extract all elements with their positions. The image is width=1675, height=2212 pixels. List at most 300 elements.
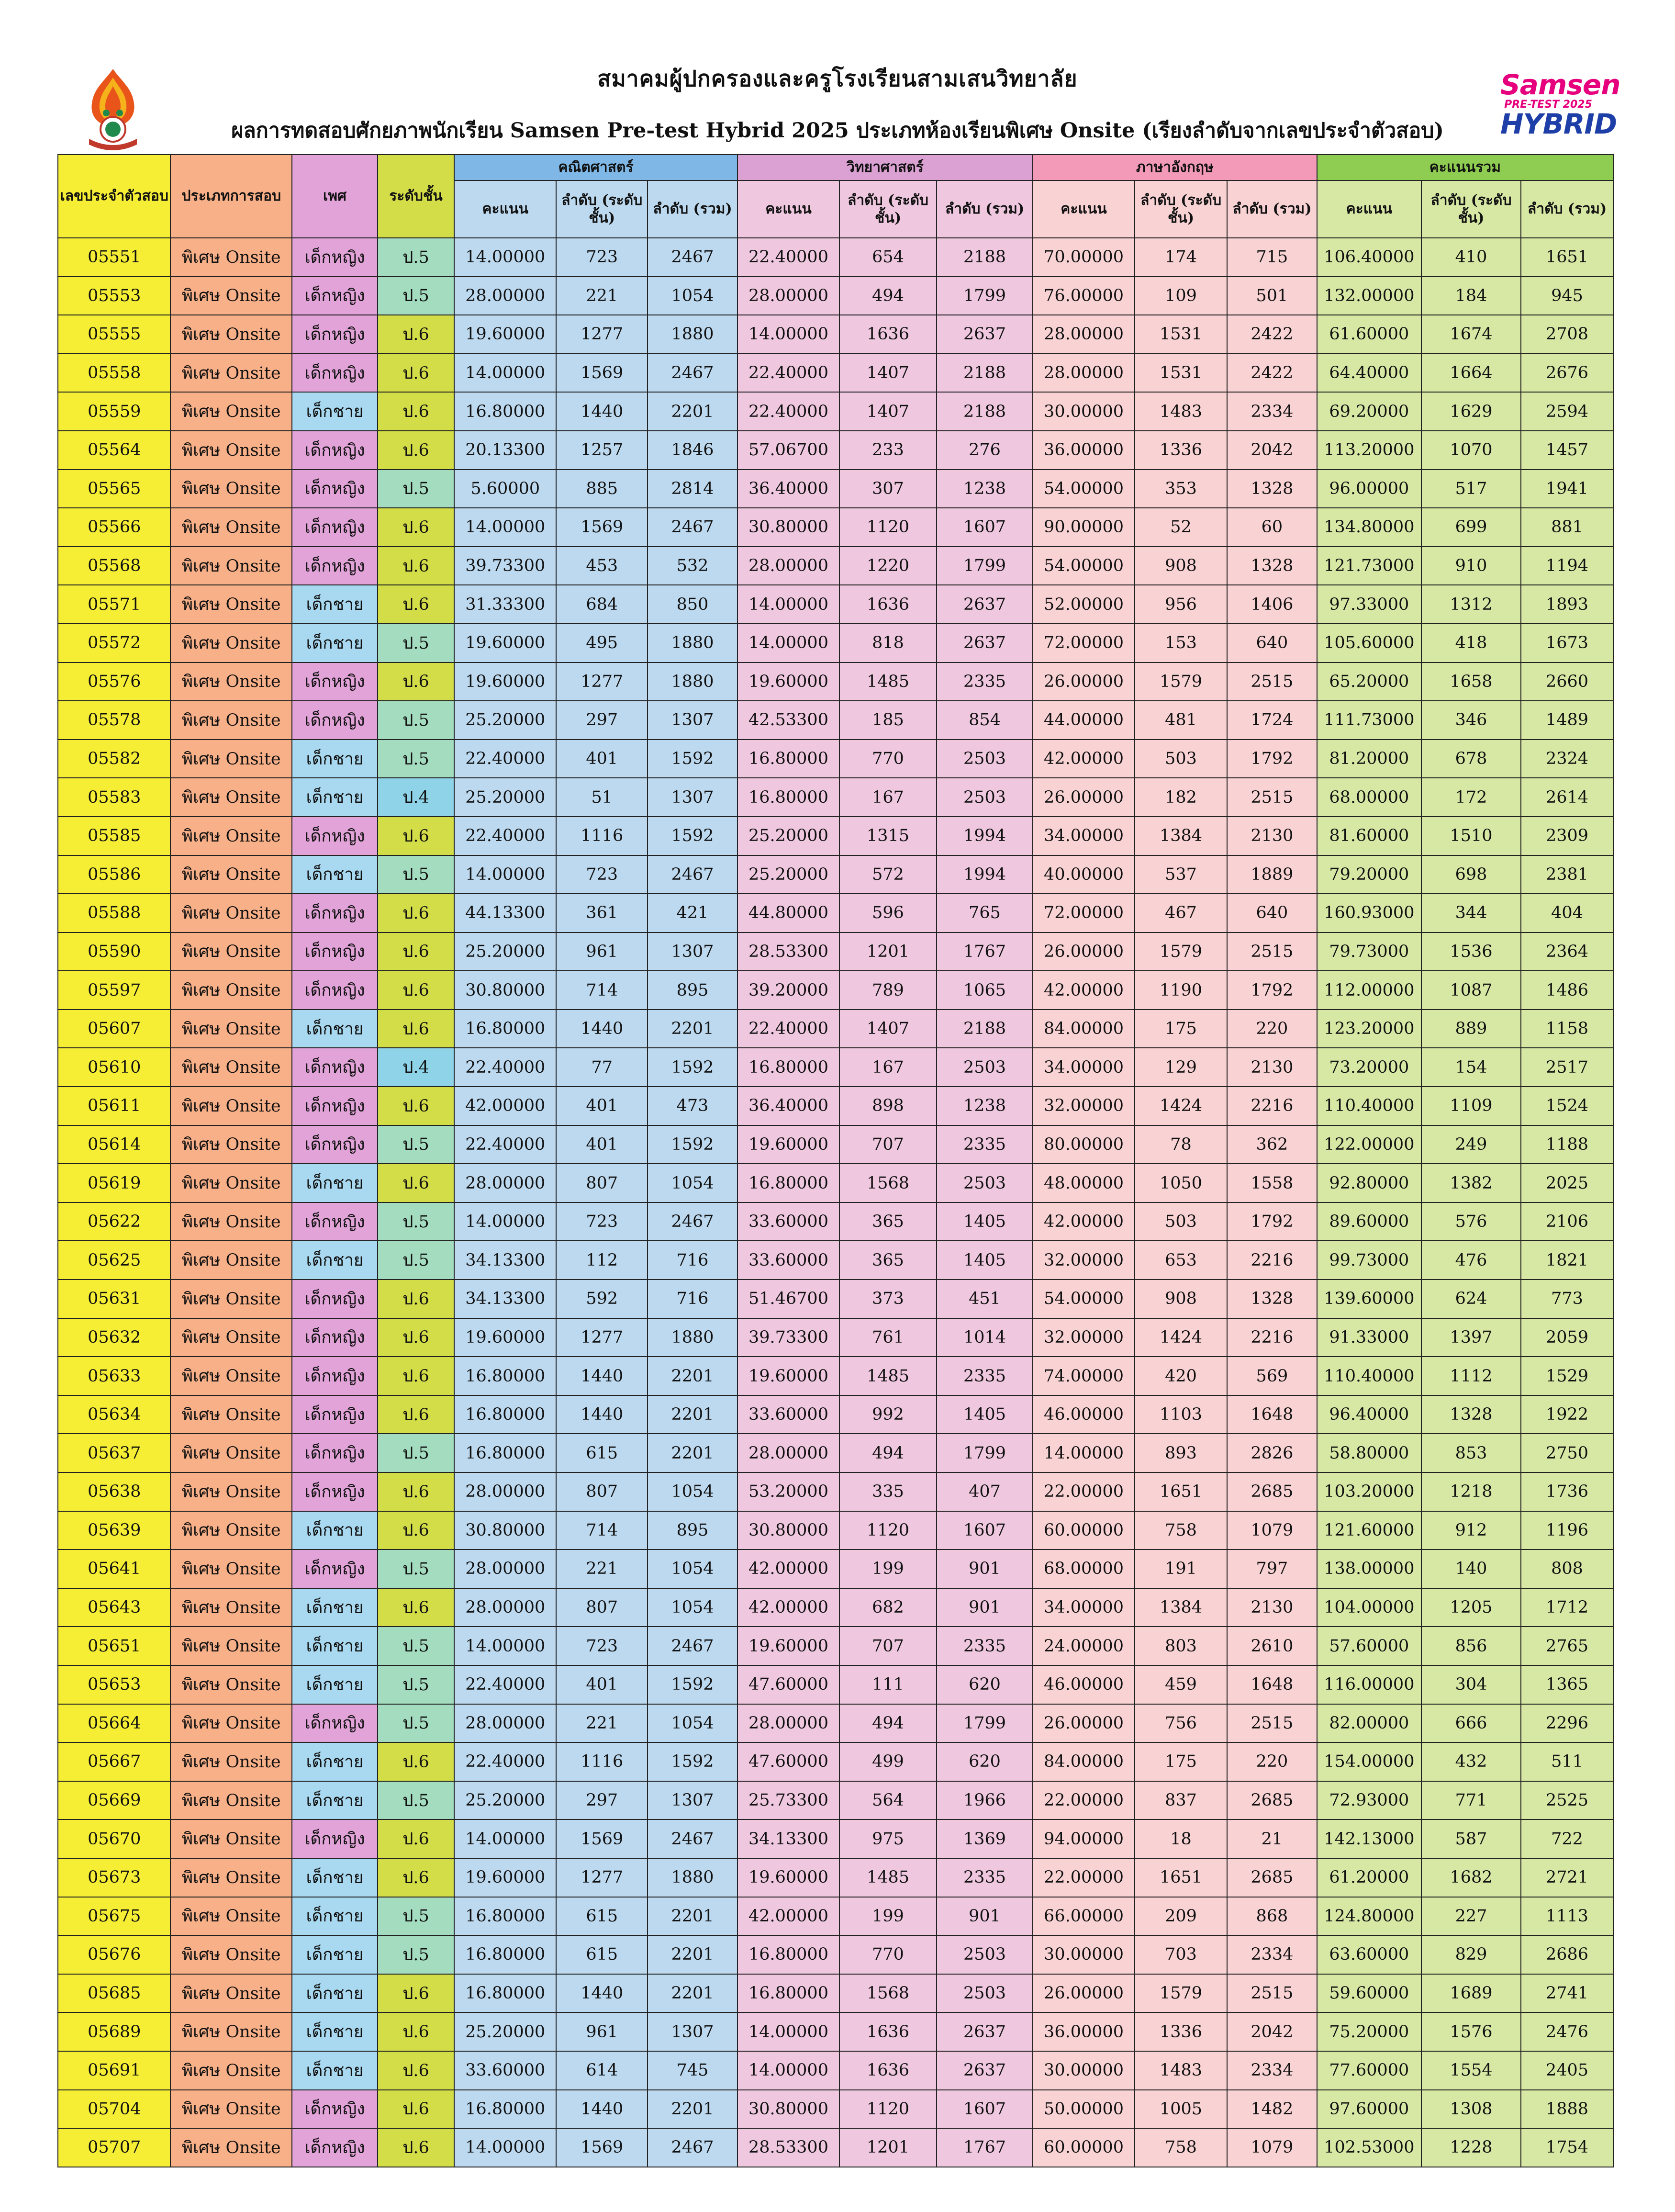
math-rank-all-cell: 1054: [648, 1472, 737, 1511]
math-score-cell: 16.80000: [454, 1434, 556, 1472]
exam-id-cell: 05597: [58, 971, 170, 1010]
total-rank-all-cell: 1489: [1521, 701, 1613, 740]
english-rank-all-cell: 2422: [1227, 315, 1317, 354]
math-rank-all-cell: 2201: [648, 1974, 737, 2013]
science-score-cell: 33.60000: [737, 1395, 839, 1434]
total-rank-all-cell: 1529: [1521, 1357, 1613, 1395]
table-row: [58, 740, 1613, 778]
math-rank-grade-cell: 1440: [556, 1010, 648, 1048]
math-score-cell: 16.80000: [454, 1357, 556, 1395]
english-rank-all-cell: 2042: [1227, 431, 1317, 470]
header-exam-type: ประเภทการสอบ: [170, 155, 292, 238]
sex-cell: เด็กชาย: [292, 1742, 378, 1781]
sex-cell: เด็กชาย: [292, 2051, 378, 2090]
sex-cell: เด็กชาย: [292, 1935, 378, 1974]
science-rank-grade-cell: 233: [839, 431, 937, 470]
total-score-cell: 59.60000: [1317, 1974, 1421, 2013]
science-rank-all-cell: 1767: [937, 932, 1033, 971]
total-rank-all-cell: 1941: [1521, 470, 1613, 508]
math-score-cell: 28.00000: [454, 1588, 556, 1627]
math-rank-grade-cell: 1277: [556, 662, 648, 701]
math-score-cell: 14.00000: [454, 508, 556, 547]
science-rank-all-cell: 620: [937, 1742, 1033, 1781]
english-rank-all-cell: 2422: [1227, 354, 1317, 393]
science-score-cell: 57.06700: [737, 431, 839, 470]
science-score-cell: 28.00000: [737, 277, 839, 315]
math-score-cell: 34.13300: [454, 1241, 556, 1280]
table-row: [58, 1588, 1613, 1627]
math-rank-all-cell: 2201: [648, 1434, 737, 1472]
english-score-cell: 84.00000: [1033, 1742, 1135, 1781]
table-row: [58, 1704, 1613, 1743]
total-rank-grade-cell: 698: [1421, 855, 1521, 894]
math-score-cell: 16.80000: [454, 1935, 556, 1974]
exam-type-cell: พิเศษ Onsite: [170, 1318, 292, 1357]
total-rank-grade-cell: 304: [1421, 1665, 1521, 1704]
exam-type-cell: พิเศษ Onsite: [170, 971, 292, 1010]
total-rank-grade-cell: 346: [1421, 701, 1521, 740]
logo-line-hybrid: HYBRID: [1500, 108, 1617, 140]
exam-id-cell: 05669: [58, 1781, 170, 1820]
science-score-cell: 22.40000: [737, 392, 839, 431]
grade-cell: ป.5: [378, 1935, 454, 1974]
science-rank-all-cell: 1405: [937, 1241, 1033, 1280]
english-score-cell: 80.00000: [1033, 1125, 1135, 1164]
english-rank-grade-cell: 503: [1135, 1202, 1227, 1241]
english-rank-all-cell: 1558: [1227, 1164, 1317, 1202]
association-title: สมาคมผู้ปกครองและครูโรงเรียนสามเสนวิทยาลัย: [597, 66, 1078, 91]
math-rank-grade-cell: 615: [556, 1434, 648, 1472]
table-row: [58, 1087, 1613, 1125]
science-rank-all-cell: 1405: [937, 1202, 1033, 1241]
science-rank-all-cell: 1966: [937, 1781, 1033, 1820]
english-rank-all-cell: 2130: [1227, 1588, 1317, 1627]
exam-type-cell: พิเศษ Onsite: [170, 1511, 292, 1550]
science-rank-grade-cell: 818: [839, 624, 937, 662]
exam-id-cell: 05571: [58, 585, 170, 624]
math-rank-grade-cell: 1440: [556, 1974, 648, 2013]
english-rank-grade-cell: 1651: [1135, 1858, 1227, 1897]
english-rank-grade-cell: 893: [1135, 1434, 1227, 1472]
science-score-cell: 16.80000: [737, 1164, 839, 1202]
science-rank-grade-cell: 1568: [839, 1164, 937, 1202]
math-rank-all-cell: 1592: [648, 817, 737, 855]
sex-cell: เด็กชาย: [292, 1164, 378, 1202]
total-score-cell: 138.00000: [1317, 1550, 1421, 1588]
total-rank-all-cell: 2309: [1521, 817, 1613, 855]
science-score-cell: 42.53300: [737, 701, 839, 740]
sex-cell: เด็กหญิง: [292, 238, 378, 277]
total-rank-grade-cell: 1228: [1421, 2128, 1521, 2167]
english-rank-all-cell: 1889: [1227, 855, 1317, 894]
table-row: [58, 1164, 1613, 1202]
math-rank-grade-cell: 885: [556, 470, 648, 508]
english-rank-all-cell: 640: [1227, 894, 1317, 932]
science-rank-grade-cell: 1120: [839, 508, 937, 547]
exam-type-cell: พิเศษ Onsite: [170, 1280, 292, 1318]
math-rank-all-cell: 2467: [648, 1627, 737, 1665]
math-score-cell: 22.40000: [454, 1665, 556, 1704]
math-score-cell: 16.80000: [454, 1897, 556, 1936]
exam-type-cell: พิเศษ Onsite: [170, 1858, 292, 1897]
exam-id-cell: 05664: [58, 1704, 170, 1743]
total-rank-grade-cell: 771: [1421, 1781, 1521, 1820]
table-row: [58, 2012, 1613, 2051]
science-rank-grade-cell: 335: [839, 1472, 937, 1511]
table-row: [58, 894, 1613, 932]
english-rank-all-cell: 640: [1227, 624, 1317, 662]
english-score-cell: 46.00000: [1033, 1665, 1135, 1704]
sex-cell: เด็กหญิง: [292, 1550, 378, 1588]
exam-id-cell: 05631: [58, 1280, 170, 1318]
science-rank-grade-cell: 1407: [839, 392, 937, 431]
header-science-rank-all: ลำดับ (รวม): [937, 180, 1033, 238]
total-rank-grade-cell: 432: [1421, 1742, 1521, 1781]
science-rank-all-cell: 2637: [937, 315, 1033, 354]
english-rank-grade-cell: 1531: [1135, 354, 1227, 393]
exam-type-cell: พิเศษ Onsite: [170, 1395, 292, 1434]
science-rank-grade-cell: 564: [839, 1781, 937, 1820]
english-score-cell: 32.00000: [1033, 1087, 1135, 1125]
exam-type-cell: พิเศษ Onsite: [170, 624, 292, 662]
table-row: [58, 277, 1613, 315]
total-score-cell: 65.20000: [1317, 662, 1421, 701]
total-rank-all-cell: 1365: [1521, 1665, 1613, 1704]
science-score-cell: 42.00000: [737, 1588, 839, 1627]
exam-type-cell: พิเศษ Onsite: [170, 2012, 292, 2051]
total-rank-grade-cell: 1109: [1421, 1087, 1521, 1125]
english-rank-grade-cell: 175: [1135, 1742, 1227, 1781]
sex-cell: เด็กหญิง: [292, 2090, 378, 2129]
science-rank-all-cell: 2503: [937, 1974, 1033, 2013]
grade-cell: ป.6: [378, 1819, 454, 1858]
exam-type-cell: พิเศษ Onsite: [170, 1781, 292, 1820]
math-rank-grade-cell: 615: [556, 1935, 648, 1974]
math-rank-grade-cell: 1440: [556, 1395, 648, 1434]
science-rank-grade-cell: 761: [839, 1318, 937, 1357]
science-rank-grade-cell: 1407: [839, 354, 937, 393]
science-score-cell: 14.00000: [737, 2012, 839, 2051]
science-score-cell: 30.80000: [737, 2090, 839, 2129]
english-rank-all-cell: 2042: [1227, 2012, 1317, 2051]
math-rank-grade-cell: 961: [556, 932, 648, 971]
english-rank-grade-cell: 758: [1135, 1511, 1227, 1550]
english-rank-grade-cell: 1190: [1135, 971, 1227, 1010]
math-score-cell: 14.00000: [454, 2128, 556, 2167]
english-score-cell: 72.00000: [1033, 624, 1135, 662]
exam-id-cell: 05607: [58, 1010, 170, 1048]
english-rank-all-cell: 2610: [1227, 1627, 1317, 1665]
science-score-cell: 16.80000: [737, 1935, 839, 1974]
grade-cell: ป.6: [378, 585, 454, 624]
math-score-cell: 16.80000: [454, 1010, 556, 1048]
exam-type-cell: พิเศษ Onsite: [170, 315, 292, 354]
total-rank-grade-cell: 666: [1421, 1704, 1521, 1743]
grade-cell: ป.6: [378, 894, 454, 932]
english-rank-all-cell: 2216: [1227, 1241, 1317, 1280]
grade-cell: ป.6: [378, 1318, 454, 1357]
total-score-cell: 97.60000: [1317, 2090, 1421, 2129]
exam-id-cell: 05633: [58, 1357, 170, 1395]
english-rank-grade-cell: 109: [1135, 277, 1227, 315]
sex-cell: เด็กหญิง: [292, 508, 378, 547]
total-rank-grade-cell: 829: [1421, 1935, 1521, 1974]
english-rank-all-cell: 1792: [1227, 1202, 1317, 1241]
total-rank-grade-cell: 1658: [1421, 662, 1521, 701]
science-score-cell: 14.00000: [737, 2051, 839, 2090]
english-rank-all-cell: 1648: [1227, 1395, 1317, 1434]
exam-id-cell: 05572: [58, 624, 170, 662]
logo-line-samsen: Samsen: [1500, 68, 1620, 101]
total-score-cell: 57.60000: [1317, 1627, 1421, 1665]
exam-type-cell: พิเศษ Onsite: [170, 547, 292, 585]
sex-cell: เด็กชาย: [292, 1588, 378, 1627]
total-rank-grade-cell: 1308: [1421, 2090, 1521, 2129]
science-score-cell: 53.20000: [737, 1472, 839, 1511]
english-rank-grade-cell: 1424: [1135, 1087, 1227, 1125]
math-score-cell: 28.00000: [454, 277, 556, 315]
english-rank-all-cell: 2130: [1227, 817, 1317, 855]
science-rank-all-cell: 276: [937, 431, 1033, 470]
header-math-rank-grade: ลำดับ (ระดับชั้น): [556, 180, 648, 238]
grade-cell: ป.5: [378, 1202, 454, 1241]
math-score-cell: 22.40000: [454, 1125, 556, 1164]
total-rank-grade-cell: 476: [1421, 1241, 1521, 1280]
english-score-cell: 66.00000: [1033, 1897, 1135, 1936]
science-score-cell: 16.80000: [737, 740, 839, 778]
sex-cell: เด็กหญิง: [292, 1202, 378, 1241]
science-rank-grade-cell: 707: [839, 1627, 937, 1665]
total-score-cell: 106.40000: [1317, 238, 1421, 277]
math-score-cell: 28.00000: [454, 1472, 556, 1511]
science-rank-grade-cell: 365: [839, 1202, 937, 1241]
exam-type-cell: พิเศษ Onsite: [170, 1897, 292, 1936]
math-score-cell: 14.00000: [454, 855, 556, 894]
science-rank-grade-cell: 494: [839, 1434, 937, 1472]
english-rank-all-cell: 2334: [1227, 2051, 1317, 2090]
science-score-cell: 16.80000: [737, 1974, 839, 2013]
exam-id-cell: 05638: [58, 1472, 170, 1511]
exam-type-cell: พิเศษ Onsite: [170, 1010, 292, 1048]
exam-type-cell: พิเศษ Onsite: [170, 817, 292, 855]
english-rank-all-cell: 2515: [1227, 778, 1317, 817]
total-score-cell: 121.60000: [1317, 1511, 1421, 1550]
math-rank-all-cell: 895: [648, 1511, 737, 1550]
exam-type-cell: พิเศษ Onsite: [170, 662, 292, 701]
science-rank-all-cell: 2637: [937, 624, 1033, 662]
exam-type-cell: พิเศษ Onsite: [170, 431, 292, 470]
math-rank-all-cell: 2467: [648, 855, 737, 894]
total-rank-grade-cell: 678: [1421, 740, 1521, 778]
math-rank-grade-cell: 401: [556, 1087, 648, 1125]
total-rank-grade-cell: 1382: [1421, 1164, 1521, 1202]
science-rank-all-cell: 2335: [937, 1125, 1033, 1164]
science-score-cell: 44.80000: [737, 894, 839, 932]
english-rank-all-cell: 569: [1227, 1357, 1317, 1395]
english-rank-grade-cell: 459: [1135, 1665, 1227, 1704]
science-score-cell: 16.80000: [737, 1048, 839, 1087]
total-rank-all-cell: 1754: [1521, 2128, 1613, 2167]
science-rank-all-cell: 901: [937, 1550, 1033, 1588]
exam-id-cell: 05625: [58, 1241, 170, 1280]
exam-id-cell: 05582: [58, 740, 170, 778]
math-rank-grade-cell: 1440: [556, 2090, 648, 2129]
math-rank-all-cell: 1307: [648, 1781, 737, 1820]
exam-type-cell: พิเศษ Onsite: [170, 2128, 292, 2167]
total-rank-all-cell: 1196: [1521, 1511, 1613, 1550]
math-rank-grade-cell: 723: [556, 238, 648, 277]
english-score-cell: 26.00000: [1033, 1974, 1135, 2013]
total-score-cell: 103.20000: [1317, 1472, 1421, 1511]
math-score-cell: 42.00000: [454, 1087, 556, 1125]
english-rank-grade-cell: 1651: [1135, 1472, 1227, 1511]
sex-cell: เด็กชาย: [292, 1241, 378, 1280]
math-rank-grade-cell: 807: [556, 1588, 648, 1627]
exam-type-cell: พิเศษ Onsite: [170, 1164, 292, 1202]
total-rank-all-cell: 1457: [1521, 431, 1613, 470]
total-score-cell: 61.60000: [1317, 315, 1421, 354]
math-rank-all-cell: 473: [648, 1087, 737, 1125]
math-rank-grade-cell: 684: [556, 585, 648, 624]
total-rank-grade-cell: 587: [1421, 1819, 1521, 1858]
grade-cell: ป.5: [378, 740, 454, 778]
math-rank-all-cell: 2467: [648, 508, 737, 547]
math-rank-all-cell: 1880: [648, 624, 737, 662]
exam-id-cell: 05632: [58, 1318, 170, 1357]
sex-cell: เด็กชาย: [292, 1897, 378, 1936]
exam-type-cell: พิเศษ Onsite: [170, 238, 292, 277]
total-rank-all-cell: 1113: [1521, 1897, 1613, 1936]
table-row: [58, 1318, 1613, 1357]
sex-cell: เด็กหญิง: [292, 431, 378, 470]
science-score-cell: 30.80000: [737, 508, 839, 547]
total-rank-all-cell: 808: [1521, 1550, 1613, 1588]
exam-id-cell: 05559: [58, 392, 170, 431]
total-score-cell: 92.80000: [1317, 1164, 1421, 1202]
total-rank-all-cell: 2614: [1521, 778, 1613, 817]
science-rank-all-cell: 2503: [937, 1164, 1033, 1202]
exam-id-cell: 05707: [58, 2128, 170, 2167]
total-rank-all-cell: 1888: [1521, 2090, 1613, 2129]
english-rank-all-cell: 2130: [1227, 1048, 1317, 1087]
exam-type-cell: พิเศษ Onsite: [170, 1434, 292, 1472]
exam-id-cell: 05670: [58, 1819, 170, 1858]
total-score-cell: 124.80000: [1317, 1897, 1421, 1936]
table-row: [58, 1665, 1613, 1704]
math-rank-grade-cell: 1257: [556, 431, 648, 470]
english-rank-all-cell: 220: [1227, 1010, 1317, 1048]
header-total-rank-all: ลำดับ (รวม): [1521, 180, 1613, 238]
english-score-cell: 32.00000: [1033, 1241, 1135, 1280]
science-rank-all-cell: 2335: [937, 662, 1033, 701]
exam-type-cell: พิเศษ Onsite: [170, 740, 292, 778]
exam-type-cell: พิเศษ Onsite: [170, 1935, 292, 1974]
math-rank-all-cell: 2201: [648, 1935, 737, 1974]
grade-cell: ป.6: [378, 1511, 454, 1550]
math-rank-grade-cell: 1569: [556, 2128, 648, 2167]
total-rank-all-cell: 1188: [1521, 1125, 1613, 1164]
total-score-cell: 64.40000: [1317, 354, 1421, 393]
total-rank-all-cell: 2525: [1521, 1781, 1613, 1820]
sex-cell: เด็กหญิง: [292, 701, 378, 740]
grade-cell: ป.5: [378, 470, 454, 508]
exam-id-cell: 05555: [58, 315, 170, 354]
math-rank-all-cell: 2467: [648, 354, 737, 393]
science-score-cell: 28.00000: [737, 1434, 839, 1472]
header-science-score: คะแนน: [737, 180, 839, 238]
grade-cell: ป.4: [378, 778, 454, 817]
total-rank-grade-cell: 249: [1421, 1125, 1521, 1164]
table-row: [58, 1935, 1613, 1974]
english-rank-grade-cell: 653: [1135, 1241, 1227, 1280]
english-score-cell: 44.00000: [1033, 701, 1135, 740]
exam-id-cell: 05667: [58, 1742, 170, 1781]
science-score-cell: 34.13300: [737, 1819, 839, 1858]
english-score-cell: 24.00000: [1033, 1627, 1135, 1665]
english-score-cell: 34.00000: [1033, 1048, 1135, 1087]
total-rank-grade-cell: 418: [1421, 624, 1521, 662]
science-rank-all-cell: 451: [937, 1280, 1033, 1318]
science-score-cell: 47.60000: [737, 1742, 839, 1781]
english-rank-grade-cell: 175: [1135, 1010, 1227, 1048]
science-rank-grade-cell: 1636: [839, 585, 937, 624]
english-rank-grade-cell: 1483: [1135, 392, 1227, 431]
science-rank-all-cell: 1607: [937, 508, 1033, 547]
grade-cell: ป.6: [378, 1974, 454, 2013]
total-rank-grade-cell: 1554: [1421, 2051, 1521, 2090]
english-score-cell: 22.00000: [1033, 1781, 1135, 1820]
grade-cell: ป.6: [378, 662, 454, 701]
exam-id-cell: 05558: [58, 354, 170, 393]
exam-id-cell: 05576: [58, 662, 170, 701]
table-row: [58, 1858, 1613, 1897]
english-rank-grade-cell: 756: [1135, 1704, 1227, 1743]
math-rank-grade-cell: 401: [556, 1665, 648, 1704]
exam-id-cell: 05634: [58, 1395, 170, 1434]
science-rank-all-cell: 2188: [937, 1010, 1033, 1048]
grade-cell: ป.6: [378, 392, 454, 431]
total-rank-all-cell: 2660: [1521, 662, 1613, 701]
total-rank-grade-cell: 576: [1421, 1202, 1521, 1241]
english-rank-all-cell: 21: [1227, 1819, 1317, 1858]
science-score-cell: 30.80000: [737, 1511, 839, 1550]
table-row: [58, 1048, 1613, 1087]
exam-id-cell: 05583: [58, 778, 170, 817]
header-math-score: คะแนน: [454, 180, 556, 238]
header-group-science: วิทยาศาสตร์: [737, 155, 1033, 180]
table-row: [58, 817, 1613, 855]
total-rank-grade-cell: 1536: [1421, 932, 1521, 971]
science-rank-grade-cell: 167: [839, 1048, 937, 1087]
sex-cell: เด็กชาย: [292, 1511, 378, 1550]
table-row: [58, 2090, 1613, 2129]
sex-cell: เด็กชาย: [292, 855, 378, 894]
total-rank-grade-cell: 1328: [1421, 1395, 1521, 1434]
math-rank-all-cell: 1054: [648, 1550, 737, 1588]
total-score-cell: 61.20000: [1317, 1858, 1421, 1897]
total-rank-all-cell: 1922: [1521, 1395, 1613, 1434]
science-rank-all-cell: 2503: [937, 778, 1033, 817]
header-total-rank-grade: ลำดับ (ระดับชั้น): [1421, 180, 1521, 238]
english-rank-grade-cell: 1103: [1135, 1395, 1227, 1434]
total-rank-grade-cell: 517: [1421, 470, 1521, 508]
total-score-cell: 58.80000: [1317, 1434, 1421, 1472]
total-rank-all-cell: 2750: [1521, 1434, 1613, 1472]
english-score-cell: 72.00000: [1033, 894, 1135, 932]
table-row: [58, 470, 1613, 508]
english-rank-all-cell: 2515: [1227, 662, 1317, 701]
english-score-cell: 14.00000: [1033, 1434, 1135, 1472]
